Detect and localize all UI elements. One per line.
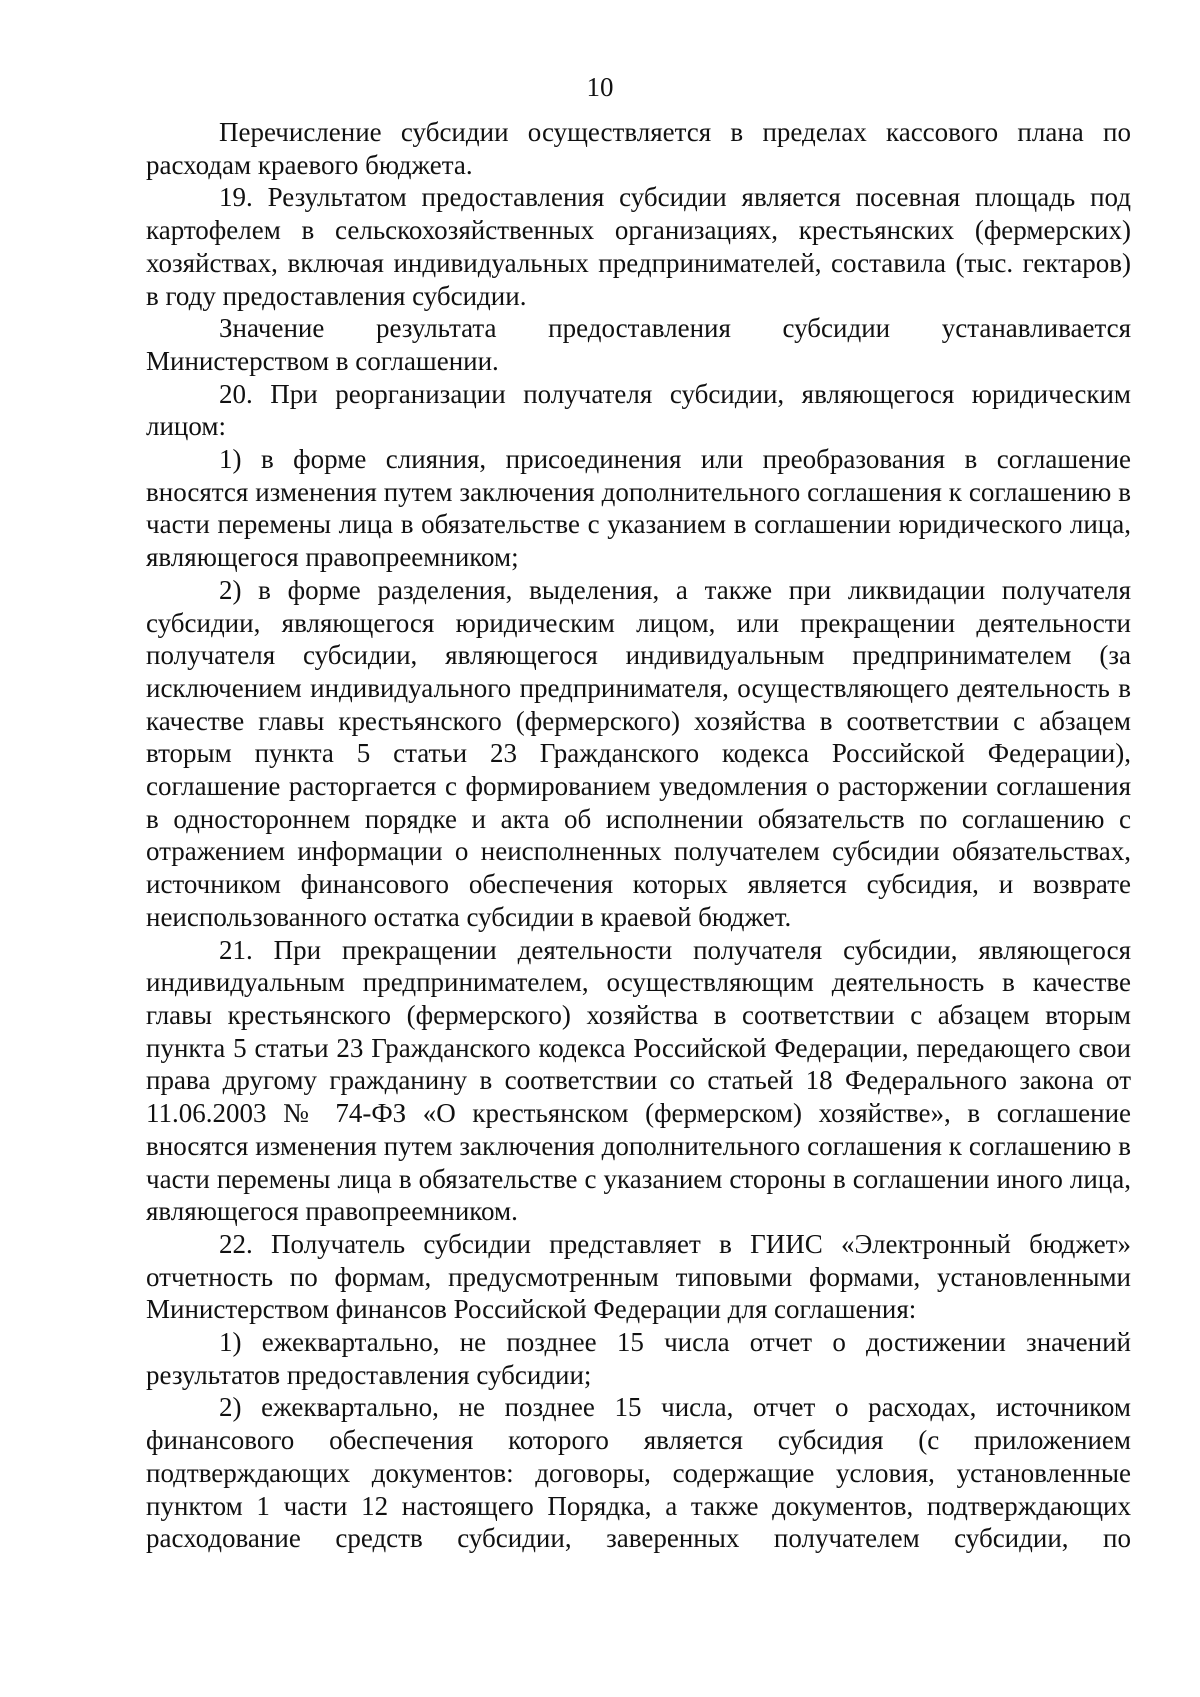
page-number: 10 (586, 72, 614, 102)
paragraph-22-item-1: 1) ежеквартально, не позднее 15 числа отчет о достижении значений результатов предоставления субсидии; (146, 1327, 1131, 1390)
paragraph-20-item-2: 2) в форме разделения, выделения, а также при ликвидации получателя субсидии, являющегося юридическим лицом, или прекращении деятельности получателя субсидии, являющегося индивидуальным предпринимателем (за исключением индивидуального предпринимателя, осуществляющего деятельность в качестве главы крестьянского (фермерского) хозяйства в соответствии с абзацем вторым пункта 5 статьи 23 Гражданского кодекса Российской Федерации), соглашение расторгается с формированием уведомления о расторжении соглашения в одностороннем порядке и акта об исполнении обязательств по соглашению с отражением информации о неисполненных получателем субсидии обязательствах, источником финансового обеспечения которых является субсидия, и возврате неиспользованного остатка субсидии в краевой бюджет. (146, 574, 1131, 932)
paragraph-22-reporting: 22. Получатель субсидии представляет в ГИИС «Электронный бюджет» отчетность по формам, предусмотренным типовыми формами, установленными Министерством финансов Российской Федерации для соглашения: (146, 1228, 1131, 1325)
paragraph-20-reorganization: 20. При реорганизации получателя субсидии, являющегося юридическим лицом: (146, 378, 1131, 442)
document-body (146, 116, 1131, 1555)
paragraph-22-item-2: 2) ежеквартально, не позднее 15 числа, отчет о расходах, источником финансового обеспечения которого является субсидия (с приложением подтверждающих документов: договоры, содержащие условия, установленные пунктом 1 части 12 настоящего Порядка, а также документов, подтверждающих расходование средств субсидии, заверенных получателем субсидии, по (146, 1392, 1131, 1554)
paragraph-result-value: Значение результата предоставления субсидии устанавливается Министерством в соглашении. (146, 313, 1131, 376)
paragraph-21-termination: 21. При прекращении деятельности получателя субсидии, являющегося индивидуальным предпринимателем, осуществляющим деятельность в качестве главы крестьянского (фермерского) хозяйства в соответствии с абзацем вторым пункта 5 статьи 23 Гражданского кодекса Российской Федерации, передающего свои права другому гражданину в соответствии со статьей 18 Федерального закона от 11.06.2003 № 74-ФЗ «О крестьянском (фермерском) хозяйстве», в соглашение вносятся изменения путем заключения дополнительного соглашения к соглашению в части перемены лица в обязательстве с указанием стороны в соглашении иного лица, являющегося правопреемником. (146, 934, 1131, 1227)
paragraph-20-item-1: 1) в форме слияния, присоединения или преобразования в соглашение вносятся изменения путем заключения дополнительного соглашения к соглашению в части перемены лица в обязательстве с указанием в соглашении юридического лица, являющегося правопреемником; (146, 444, 1131, 573)
paragraph-transfer-limits: Перечисление субсидии осуществляется в пределах кассового плана по расходам краевого бюджета. (146, 117, 1131, 180)
paragraph-19-result: 19. Результатом предоставления субсидии является посевная площадь под картофелем в сельскохозяйственных организациях, крестьянских (фермерских) хозяйствах, включая индивидуальных предпринимателей, составила (тыс. гектаров) в году предоставления субсидии. (146, 182, 1131, 311)
